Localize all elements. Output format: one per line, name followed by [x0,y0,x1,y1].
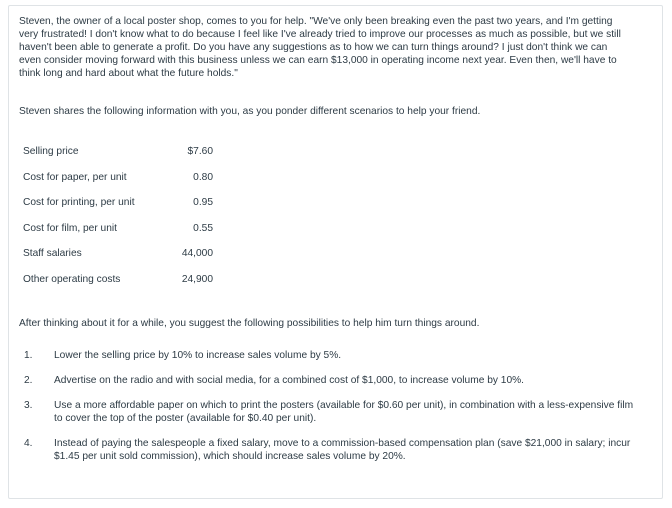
suggestion-intro: After thinking about it for a while, you suggest the following possibilities to help him turn things around. [19,318,480,329]
list-number: 4. [24,438,33,449]
cost-label: Staff salaries [23,248,82,260]
cost-value: 0.95 [193,197,213,209]
question-panel [8,5,663,499]
options-list [19,349,644,475]
cost-value: 44,000 [181,248,213,260]
option-text: Use a more affordable paper on which to print the posters (available for $0.60 per unit), in combination with a less-expensive film to cover the top of the poster (available for $0.40 per unit). [54,400,634,424]
table-row [23,165,213,191]
table-row [23,216,213,242]
list-item [19,349,644,362]
list-number: 3. [24,400,33,411]
list-item [19,374,644,387]
cost-label: Selling price [23,146,79,158]
cost-label: Cost for film, per unit [23,222,117,234]
intro-paragraph: Steven, the owner of a local poster shop, comes to you for help. "We've only been breaking even the past two years, and I'm getting very frustrated! I don't know what to do because I feel like I've already tried to improve our processes as much as possible, but we still haven't been able to generate a profit. Do you have any suggestions as to how we can turn things around? I just don't think we can even consider moving forward with this business unless we can earn $13,000 in operating income next year. Even then, we'll have to think long and hard about what the future holds." [19,16,621,79]
table-row [23,241,213,267]
cost-value: 0.55 [193,222,213,234]
table-row [23,267,213,293]
list-number: 1. [24,350,33,361]
cost-label: Other operating costs [23,273,121,285]
lead-paragraph: Steven shares the following information with you, as you ponder different scenarios to help your friend. [19,106,481,117]
option-text: Lower the selling price by 10% to increase sales volume by 5%. [54,350,342,361]
cost-label: Cost for printing, per unit [23,197,135,209]
cost-value: 0.80 [193,171,213,183]
option-text: Instead of paying the salespeople a fixed salary, move to a commission-based compensation plan (save $21,000 in salary; incur $1.45 per unit sold commission), which should increase sales volume by 20%. [54,438,631,462]
list-item [19,437,644,463]
list-number: 2. [24,375,33,386]
option-text: Advertise on the radio and with social media, for a combined cost of $1,000, to increase volume by 10%. [54,375,525,386]
list-item [19,399,644,425]
cost-label: Cost for paper, per unit [23,171,127,183]
cost-value: $7.60 [187,146,213,158]
table-row [23,139,213,165]
cost-table [23,139,213,292]
table-row [23,190,213,216]
cost-value: 24,900 [181,273,213,285]
